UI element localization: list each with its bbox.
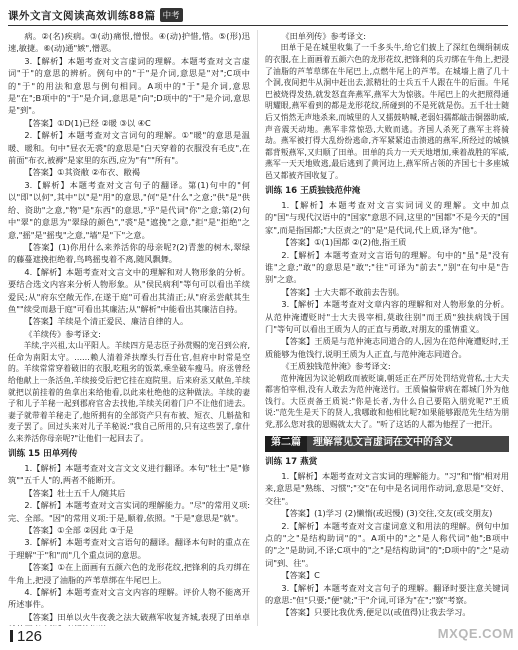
answer-paragraph: 1.【解析】本题考查对文言文文义进行翻译。本句"牡士"是"修筑""五千人"的,两者不能断开。 <box>8 462 250 486</box>
answer-paragraph: 3.【解析】本题考查对文言虚词的理解。本题考查对文言虚词"于"的意思的辨析。例句中的"于"是介词,意思是"对";C项中的"于"的用法和意思与例句相同。A项中的"于"是介词,意思是"在";B项中的"于"是介词,意思是"向";D项中的"于"是介词,意思是"到"。 <box>8 55 250 116</box>
section-banner <box>265 436 509 452</box>
answer-paragraph: 【答案】①其资敝 ②布衣、敝褐 <box>24 167 140 178</box>
answer-paragraph: 【答案】①(1)国都 ②(2)他,指王质 <box>281 237 407 248</box>
answer-paragraph: 【答案】C <box>281 570 320 581</box>
page-number: 126 <box>10 628 42 645</box>
answer-paragraph: 【答案】①全部 ②因此 ③于是 <box>24 524 134 535</box>
answer-paragraph: 《羊续传》参考译文: <box>24 328 101 339</box>
answer-paragraph: 【答案】(1)学习 (2)懒惰(或迟慢) (3)交往,交友(或交朋友) <box>281 508 493 519</box>
answer-paragraph: 【答案】王质是与范仲淹志同道合的人,因为在范仲淹遭贬时,王质能够为他饯行,说明王质为人正直,与范仲淹志同道合。 <box>265 336 509 359</box>
section-title: 理解常见文言虚词在文中的含义 <box>313 437 453 449</box>
answer-paragraph: 3.【解析】本题考查对文言句子的理解。翻译时要注意关键词的意思:"但"只要;"便"就;"于"介词,可译为"在";"察"考察。 <box>265 582 509 606</box>
answer-paragraph: 【答案】只要比我优秀,便足以(或值得)让我去学习。 <box>281 607 471 618</box>
column-divider <box>257 30 258 626</box>
answer-paragraph: 4.【解析】本题考查对文言文内容的理解。评价人物不能离开所述事件。 <box>8 586 250 610</box>
page-header <box>8 5 508 26</box>
answer-paragraph: 【答案】士大夫都不敢前去告别。 <box>281 286 405 297</box>
section-label: 第二篇 <box>265 436 307 452</box>
answer-paragraph: 3.【解析】本题考查对文言句子的翻译。第(1)句中的"何以"即"以何",其中"以"是"用"的意思,"何"是"什么"之意;"供"是"供给、资助"之意,"物"是"东西"的意思,"乎"是代词"你"之意;第(2)句中"翠"的意思为"翠绿的颜色","裘"是"遮挽"之意,"拒"是"拒绝"之意,"摇"是"摇曳"之意,"墙"是"下"之意。 <box>8 179 250 240</box>
left-column <box>8 30 250 626</box>
grade-badge: 中考 <box>160 8 183 22</box>
answer-paragraph: 2.【解析】本题考查对文言虚词意义和用法的理解。例句中加点的"之"是结构助词"的"。A项中的"之"是人称代词"他";B项中的"之"是助词,不译;C项中的"之"是结构助词"的";D项中的"之"是动词"到、往"。 <box>265 520 509 568</box>
answer-paragraph: 病。②(名)疾病。③(动)痛恨,憎恨。④(动)护惜,惜。⑤(形)迅速,敏捷。⑥(动)通"嫉",憎恶。 <box>8 31 250 54</box>
answer-paragraph: 【答案】牡士五千人/随其后 <box>24 487 126 498</box>
answer-paragraph: 1.【解析】本题考查对文言实词的理解能力。"习"和"惰"相对用来,意思是"熟练、习惯";"交"在句中是名词用作动词,意思是"交好、交往"。 <box>265 471 509 506</box>
answer-paragraph: 1.【解析】本题考查对文言实词词义的理解。文中加点的"国"与现代汉语中的"国家"意思不同,这里的"国都"不是今天的"国家",而是指国都;"大臣责之"的"是"是代词,代上质,译为"他"。 <box>265 199 509 235</box>
right-column <box>265 30 509 626</box>
lesson-title: 训练 17 燕赏 <box>265 456 318 467</box>
translation-passage: 范仲淹因为议论朝政而被贬谪,朝廷正在严厉处罚结党营私,士大夫都害怕宰相,没有人敢去为范仲淹送行。王质偏偏带病在都城门外为他饯行。大臣责备王质说:"你是长者,为什么自己要陷入朋党呢?"王质说:"范先生是天下的贤人,我哪敢和他相比呢?如果能够跟范先生结为朋党,那么您对我的恩赐就太大了。"听了这话的人都为他捏了一把汗。 <box>265 373 509 429</box>
answer-paragraph: 【答案】田单以火牛夜袭之法大破燕军收复齐城,表现了田单卓 <box>24 611 250 622</box>
answer-paragraph: 【答案】羊续是个清正爱民、廉洁自律的人。 <box>24 316 189 327</box>
answer-paragraph: 2.【解析】本题考查对文言实词的理解能力。"尽"的常用义项:完、全部。"因"的常用义项:于是,顺着,依照。"于是"意思是"就"。 <box>8 500 250 523</box>
answer-paragraph: 2.【解析】本题考查对文言词句的理解。①"暖"的意思是温暖、暖和。句中"昼衣无裘"的意思是"白天穿着的衣服没有毛皮",在前面"布衣,被褥"是家里的东西,应为"有""所有"。 <box>8 130 250 166</box>
book-title: 课外文言文阅读高效训练88篇 <box>8 9 156 22</box>
watermark-logo: MXQE.COM <box>437 625 514 641</box>
answer-paragraph: 【答案】①D(1)已经 ②暖 ③以 ④C <box>24 117 151 128</box>
lesson-title: 训练 15 田单列传 <box>8 448 78 459</box>
answer-paragraph: 《王质独钱范仲淹》参考译文: <box>281 361 391 372</box>
translation-passage: 田单于是在城里收集了一千多头牛,给它们披上了深红色绸绢制成的衣服,在上面画着五颜六色的龙形花纹,把锋利的兵刃绑在牛角上,把浸了油脂的芦苇草绑在牛尾巴上,点燃牛尾上的芦苇。在城墙上凿了几十个洞,夜间把牛从洞中赶出去,派精壮的士兵五千人跟在牛的后面。牛尾巴被烧得发热,就发怒直奔燕军,燕军大为惊骇。牛尾巴上的火把照得通明耀眼,燕军看到的都是龙形花纹,所碰到的不是死就是伤。五千壮士随后又悄然无声地杀来,而城里的人又擂鼓呐喊,老弱妇孺都敲击铜器助威,声音震天动地。燕军非常惊恐,大败而逃。齐国人杀死了燕军主将骑劫。燕军被打得大乱纷纷逃命,齐军紧紧追击溃逃的燕军,所经过的城镇都背叛燕军,又归顺了田单。田单的兵力一天天地增加,乘着战胜的军威,燕军一天天地败逃,最后逃到了黄河边上,燕军所占领的齐国七十多座城邑又都被齐国收复了。 <box>265 43 509 180</box>
answer-paragraph: 【答案】①在上面画有五颜六色的龙形花纹,把锋利的兵刃绑在牛角上,把浸了油脂的芦苇草绑在牛尾巴上。 <box>8 562 250 585</box>
answer-paragraph: 3.【解析】本题考查对文言语句的翻译。翻译本句时的重点在于理解"于"和"而"几个重点词的意思。 <box>8 537 250 560</box>
lesson-title: 训练 16 王质独钱范仲淹 <box>265 185 361 196</box>
translation-passage: 羊续,字兴祖,太山平阳人。羊续四方是志臣子孙赏赐的宠召到公府,任命为南阳太守。……赖人清着斧扶摩头行吾仕官,但府中时常是空的。羊续常常穿着破旧的衣服,吃粗劣的饭菜,乘坐破车瘦马。府丞曾经给他献上一条活鱼,羊续接受后把它挂在庭院里。后来府丞又献鱼,羊续就把以前挂着的鱼拿出来给他看,以此来杜绝他的这种做法。羊续的妻子和儿子羊秘一起到郡府官舍去找他,羊续关闭着门户不让他们进去。妻子就带着羊秘走了,他所拥有的全部资产只有布被、短衣、几斛盐和麦子罢了。回过头来对儿子羊秘说:"我自己所用的,只有这些罢了,拿什么来养活你母亲呢?"让他们一起回去了。 <box>8 341 250 443</box>
answer-paragraph: 2.【解析】本题考查对文言语句的理解。句中的"虽"是"没有谁"之意;"敢"的意思是"敢";"往"可译为"前去","别"在句中是"告别"之意。 <box>265 249 509 285</box>
answer-paragraph: 4.【解析】本题考查对文言文中的理解和对人物形象的分析。要结合选文内容来分析人物形象。从"侯民病利"等句可以看出羊续爱民;从"府东空敞无作,在遂于庭"可看出其清正;从"府丞尝献其生鱼""续受而悬于庭"可看出其廉洁;从"解析"中能看出其廉洁自持。 <box>8 266 250 314</box>
answer-paragraph: 《田单列传》参考译文: <box>281 31 367 41</box>
answer-paragraph: 3.【解析】本题考查对文章内容的理解和对人物形象的分析。从范仲淹遭贬时"士大夫畏宰相,莫敢往别"而王质"独扶病饯于国门"等句可以看出王质为人的正直与勇敢,对朋友的重情重义。 <box>265 299 509 334</box>
answer-paragraph: 【答案】(1)你用什么来养活你的母亲呢?(2)青葱的树木,翠绿的藤蔓遮挽拒绝着,鸟鸣摇曳着不离,随风飘舞。 <box>8 241 250 265</box>
